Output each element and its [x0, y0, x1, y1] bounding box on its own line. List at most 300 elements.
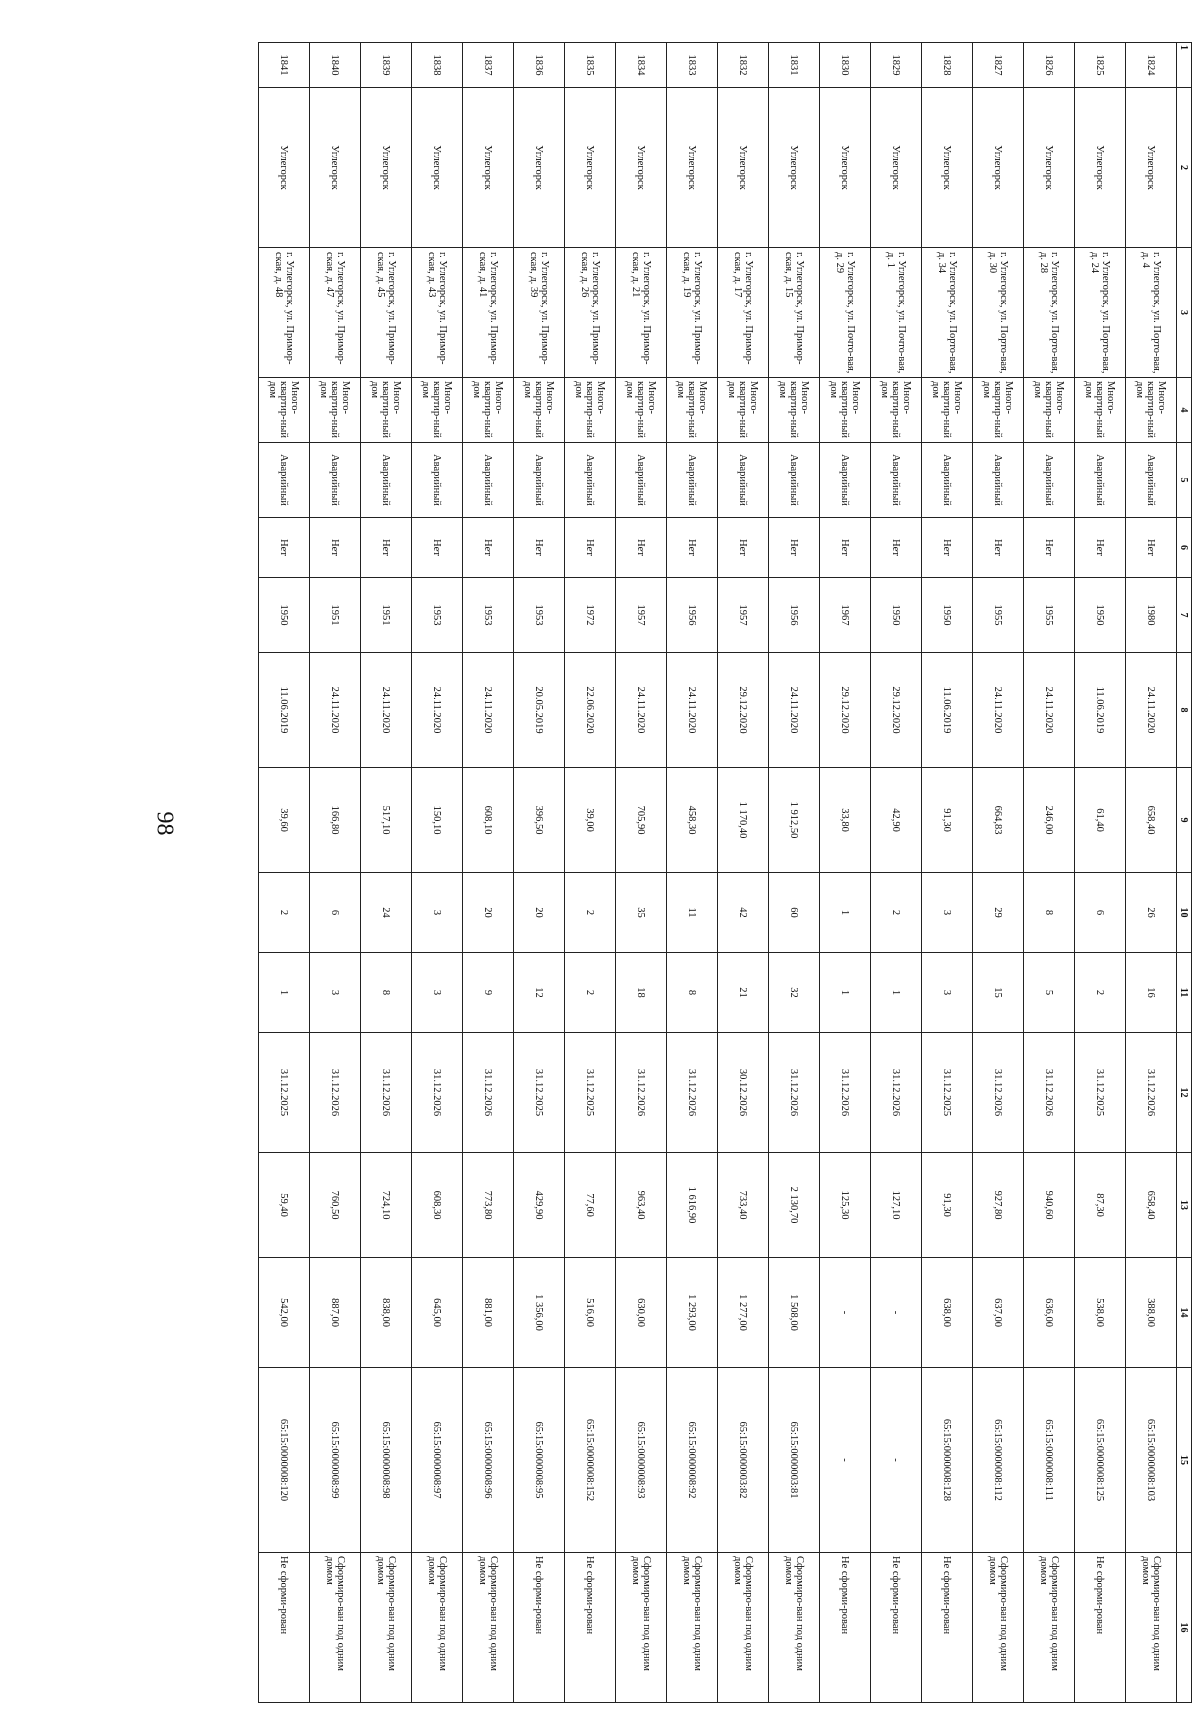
condition-cell: Аварийный	[1024, 443, 1075, 518]
flag-cell: Нет	[1024, 518, 1075, 578]
land-status-cell: Сформиро-ван под одним домом	[616, 1553, 667, 1703]
residents-count-cell: 35	[616, 873, 667, 953]
condition-cell: Аварийный	[667, 443, 718, 518]
land-area-cell: 636,00	[1024, 1258, 1075, 1368]
resettlement-deadline-cell: 31.12.2026	[412, 1033, 463, 1153]
land-area-cell: 538,00	[1075, 1258, 1126, 1368]
settlement-cell: Углегорск	[718, 88, 769, 248]
resettlement-deadline-cell: 31.12.2025	[259, 1033, 310, 1153]
settlement-cell: Углегорск	[463, 88, 514, 248]
building-type-cell: Много-квартир-ный дом	[463, 378, 514, 443]
column-number: 5	[1177, 443, 1192, 518]
land-status-cell: Не сформи-рован	[820, 1553, 871, 1703]
table-row	[361, 43, 412, 1703]
recognition-date-cell: 20.05.2019	[514, 653, 565, 768]
building-type-cell: Много-квартир-ный дом	[871, 378, 922, 443]
year-built-cell: 1950	[871, 578, 922, 653]
resettlement-deadline-cell: 31.12.2026	[1024, 1033, 1075, 1153]
flats-count-cell: 3	[922, 953, 973, 1033]
total-area-cell: 59,40	[259, 1153, 310, 1258]
row-number-cell: 1832	[718, 43, 769, 88]
column-number-row	[1177, 43, 1192, 1703]
residents-count-cell: 2	[259, 873, 310, 953]
flag-cell: Нет	[871, 518, 922, 578]
land-status-cell: Сформиро-ван под одним домом	[310, 1553, 361, 1703]
resettled-area-cell: 1 912,50	[769, 768, 820, 873]
row-number-cell: 1834	[616, 43, 667, 88]
table-row	[1024, 43, 1075, 1703]
column-number: 9	[1177, 768, 1192, 873]
flats-count-cell: 3	[412, 953, 463, 1033]
flats-count-cell: 1	[871, 953, 922, 1033]
row-number-cell: 1840	[310, 43, 361, 88]
residents-count-cell: 3	[922, 873, 973, 953]
condition-cell: Аварийный	[565, 443, 616, 518]
building-type-cell: Много-квартир-ный дом	[973, 378, 1024, 443]
resettled-area-cell: 517,10	[361, 768, 412, 873]
cadastral-number-cell: 65:15:0000008:103	[1126, 1368, 1177, 1553]
land-status-cell: Сформиро-ван под одним домом	[1126, 1553, 1177, 1703]
resettled-area-cell: 658,40	[1126, 768, 1177, 873]
cadastral-number-cell: 65:15:0000008:95	[514, 1368, 565, 1553]
resettlement-deadline-cell: 31.12.2026	[871, 1033, 922, 1153]
flats-count-cell: 15	[973, 953, 1024, 1033]
recognition-date-cell: 11.06.2019	[922, 653, 973, 768]
resettled-area-cell: 42,90	[871, 768, 922, 873]
year-built-cell: 1972	[565, 578, 616, 653]
recognition-date-cell: 24.11.2020	[310, 653, 361, 768]
building-type-cell: Много-квартир-ный дом	[259, 378, 310, 443]
land-area-cell: 637,00	[973, 1258, 1024, 1368]
recognition-date-cell: 24.11.2020	[1024, 653, 1075, 768]
land-status-cell: Сформиро-ван под одним домом	[718, 1553, 769, 1703]
land-status-cell: Сформиро-ван под одним домом	[463, 1553, 514, 1703]
resettlement-deadline-cell: 31.12.2026	[820, 1033, 871, 1153]
total-area-cell: 927,80	[973, 1153, 1024, 1258]
column-number: 13	[1177, 1153, 1192, 1258]
condition-cell: Аварийный	[463, 443, 514, 518]
cadastral-number-cell: 65:15:0000008:128	[922, 1368, 973, 1553]
land-area-cell: 1 356,00	[514, 1258, 565, 1368]
flag-cell: Нет	[667, 518, 718, 578]
flats-count-cell: 5	[1024, 953, 1075, 1033]
building-type-cell: Много-квартир-ный дом	[718, 378, 769, 443]
land-status-cell: Не сформи-рован	[259, 1553, 310, 1703]
flats-count-cell: 18	[616, 953, 667, 1033]
settlement-cell: Углегорск	[871, 88, 922, 248]
table-row	[259, 43, 310, 1703]
table-row	[922, 43, 973, 1703]
settlement-cell: Углегорск	[973, 88, 1024, 248]
resettled-area-cell: 458,30	[667, 768, 718, 873]
recognition-date-cell: 24.11.2020	[973, 653, 1024, 768]
flag-cell: Нет	[1075, 518, 1126, 578]
land-status-cell: Сформиро-ван под одним домом	[769, 1553, 820, 1703]
total-area-cell: 77,60	[565, 1153, 616, 1258]
address-cell: г. Углегорск, ул. Примор-ская, д. 39	[514, 248, 565, 378]
resettled-area-cell: 39,60	[259, 768, 310, 873]
total-area-cell: 608,30	[412, 1153, 463, 1258]
address-cell: г. Углегорск, ул. Примор-ская, д. 19	[667, 248, 718, 378]
recognition-date-cell: 22.06.2020	[565, 653, 616, 768]
row-number-cell: 1824	[1126, 43, 1177, 88]
resettlement-deadline-cell: 31.12.2025	[1075, 1033, 1126, 1153]
total-area-cell: 724,10	[361, 1153, 412, 1258]
condition-cell: Аварийный	[1126, 443, 1177, 518]
row-number-cell: 1831	[769, 43, 820, 88]
recognition-date-cell: 11.06.2019	[259, 653, 310, 768]
flag-cell: Нет	[412, 518, 463, 578]
building-type-cell: Много-квартир-ный дом	[1024, 378, 1075, 443]
address-cell: г. Углегорск, ул. Примор-ская, д. 15	[769, 248, 820, 378]
row-number-cell: 1839	[361, 43, 412, 88]
resettled-area-cell: 246,00	[1024, 768, 1075, 873]
condition-cell: Аварийный	[973, 443, 1024, 518]
land-status-cell: Не сформи-рован	[871, 1553, 922, 1703]
settlement-cell: Углегорск	[820, 88, 871, 248]
flats-count-cell: 32	[769, 953, 820, 1033]
resettlement-deadline-cell: 31.12.2026	[769, 1033, 820, 1153]
residents-count-cell: 6	[310, 873, 361, 953]
land-status-cell: Не сформи-рован	[922, 1553, 973, 1703]
table-row	[1075, 43, 1126, 1703]
residents-count-cell: 20	[463, 873, 514, 953]
table-row	[310, 43, 361, 1703]
recognition-date-cell: 29.12.2020	[871, 653, 922, 768]
column-number: 11	[1177, 953, 1192, 1033]
year-built-cell: 1955	[1024, 578, 1075, 653]
year-built-cell: 1953	[412, 578, 463, 653]
settlement-cell: Углегорск	[514, 88, 565, 248]
cadastral-number-cell: 65:15:0000008:93	[616, 1368, 667, 1553]
row-number-cell: 1826	[1024, 43, 1075, 88]
building-type-cell: Много-квартир-ный дом	[310, 378, 361, 443]
residents-count-cell: 1	[820, 873, 871, 953]
cadastral-number-cell: 65:15:0000003:81	[769, 1368, 820, 1553]
settlement-cell: Углегорск	[259, 88, 310, 248]
settlement-cell: Углегорск	[1126, 88, 1177, 248]
settlement-cell: Углегорск	[667, 88, 718, 248]
land-area-cell: 881,00	[463, 1258, 514, 1368]
row-number-cell: 1835	[565, 43, 616, 88]
table-row	[616, 43, 667, 1703]
cadastral-number-cell: -	[871, 1368, 922, 1553]
residents-count-cell: 29	[973, 873, 1024, 953]
flag-cell: Нет	[463, 518, 514, 578]
total-area-cell: 963,40	[616, 1153, 667, 1258]
cadastral-number-cell: 65:15:0000008:96	[463, 1368, 514, 1553]
land-area-cell: 638,00	[922, 1258, 973, 1368]
building-type-cell: Много-квартир-ный дом	[922, 378, 973, 443]
flats-count-cell: 8	[361, 953, 412, 1033]
land-status-cell: Сформиро-ван под одним домом	[973, 1553, 1024, 1703]
year-built-cell: 1956	[667, 578, 718, 653]
row-number-cell: 1837	[463, 43, 514, 88]
land-status-cell: Не сформи-рован	[514, 1553, 565, 1703]
resettled-area-cell: 608,10	[463, 768, 514, 873]
resettled-area-cell: 1 170,40	[718, 768, 769, 873]
land-area-cell: -	[820, 1258, 871, 1368]
year-built-cell: 1951	[310, 578, 361, 653]
total-area-cell: 2 130,70	[769, 1153, 820, 1258]
year-built-cell: 1950	[259, 578, 310, 653]
recognition-date-cell: 11.06.2019	[1075, 653, 1126, 768]
settlement-cell: Углегорск	[310, 88, 361, 248]
building-type-cell: Много-квартир-ный дом	[565, 378, 616, 443]
year-built-cell: 1956	[769, 578, 820, 653]
row-number-cell: 1841	[259, 43, 310, 88]
column-number: 7	[1177, 578, 1192, 653]
land-status-cell: Не сформи-рован	[565, 1553, 616, 1703]
land-area-cell: 516,00	[565, 1258, 616, 1368]
building-type-cell: Много-квартир-ный дом	[1126, 378, 1177, 443]
resettled-area-cell: 664,83	[973, 768, 1024, 873]
total-area-cell: 1 616,90	[667, 1153, 718, 1258]
flats-count-cell: 8	[667, 953, 718, 1033]
address-cell: г. Углегорск, ул. Примор-ская, д. 26	[565, 248, 616, 378]
year-built-cell: 1953	[514, 578, 565, 653]
address-cell: г. Углегорск, ул. Примор-ская, д. 21	[616, 248, 667, 378]
building-type-cell: Много-квартир-ный дом	[616, 378, 667, 443]
address-cell: г. Углегорск, ул. Почто-вая, д. 1	[871, 248, 922, 378]
address-cell: г. Углегорск, ул. Примор-ская, д. 45	[361, 248, 412, 378]
land-area-cell: 1 508,00	[769, 1258, 820, 1368]
address-cell: г. Углегорск, ул. Примор-ская, д. 17	[718, 248, 769, 378]
cadastral-number-cell: 65:15:0000008:125	[1075, 1368, 1126, 1553]
recognition-date-cell: 24.11.2020	[769, 653, 820, 768]
flag-cell: Нет	[820, 518, 871, 578]
table-row	[667, 43, 718, 1703]
table-row	[463, 43, 514, 1703]
condition-cell: Аварийный	[718, 443, 769, 518]
column-number: 6	[1177, 518, 1192, 578]
resettlement-deadline-cell: 31.12.2026	[667, 1033, 718, 1153]
total-area-cell: 658,40	[1126, 1153, 1177, 1258]
total-area-cell: 127,10	[871, 1153, 922, 1258]
settlement-cell: Углегорск	[616, 88, 667, 248]
residents-count-cell: 20	[514, 873, 565, 953]
column-number: 12	[1177, 1033, 1192, 1153]
total-area-cell: 91,30	[922, 1153, 973, 1258]
column-number: 3	[1177, 248, 1192, 378]
total-area-cell: 773,80	[463, 1153, 514, 1258]
resettled-area-cell: 166,80	[310, 768, 361, 873]
building-type-cell: Много-квартир-ный дом	[667, 378, 718, 443]
land-status-cell: Не сформи-рован	[1075, 1553, 1126, 1703]
table-row	[1126, 43, 1177, 1703]
row-number-cell: 1833	[667, 43, 718, 88]
flag-cell: Нет	[769, 518, 820, 578]
table-row	[820, 43, 871, 1703]
flag-cell: Нет	[718, 518, 769, 578]
cadastral-number-cell: 65:15:0000008:92	[667, 1368, 718, 1553]
row-number-cell: 1836	[514, 43, 565, 88]
residents-count-cell: 11	[667, 873, 718, 953]
flag-cell: Нет	[973, 518, 1024, 578]
residents-count-cell: 60	[769, 873, 820, 953]
residents-count-cell: 2	[565, 873, 616, 953]
flag-cell: Нет	[259, 518, 310, 578]
building-type-cell: Много-квартир-ный дом	[1075, 378, 1126, 443]
total-area-cell: 125,30	[820, 1153, 871, 1258]
total-area-cell: 87,30	[1075, 1153, 1126, 1258]
column-number: 14	[1177, 1258, 1192, 1368]
flag-cell: Нет	[616, 518, 667, 578]
residents-count-cell: 24	[361, 873, 412, 953]
residents-count-cell: 26	[1126, 873, 1177, 953]
row-number-cell: 1827	[973, 43, 1024, 88]
condition-cell: Аварийный	[1075, 443, 1126, 518]
building-type-cell: Много-квартир-ный дом	[769, 378, 820, 443]
settlement-cell: Углегорск	[1075, 88, 1126, 248]
building-type-cell: Много-квартир-ный дом	[514, 378, 565, 443]
address-cell: г. Углегорск, ул. Порто-вая, д. 24	[1075, 248, 1126, 378]
land-area-cell: 542,00	[259, 1258, 310, 1368]
column-number: 10	[1177, 873, 1192, 953]
table-row	[565, 43, 616, 1703]
year-built-cell: 1957	[718, 578, 769, 653]
condition-cell: Аварийный	[412, 443, 463, 518]
settlement-cell: Углегорск	[361, 88, 412, 248]
resettled-area-cell: 91,30	[922, 768, 973, 873]
building-type-cell: Много-квартир-ный дом	[412, 378, 463, 443]
address-cell: г. Углегорск, ул. Почто-вая, д. 29	[820, 248, 871, 378]
condition-cell: Аварийный	[871, 443, 922, 518]
settlement-cell: Углегорск	[412, 88, 463, 248]
residents-count-cell: 42	[718, 873, 769, 953]
column-number: 15	[1177, 1368, 1192, 1553]
year-built-cell: 1950	[922, 578, 973, 653]
year-built-cell: 1951	[361, 578, 412, 653]
address-cell: г. Углегорск, ул. Порто-вая, д. 30	[973, 248, 1024, 378]
cadastral-number-cell: 65:15:0000008:112	[973, 1368, 1024, 1553]
flats-count-cell: 2	[565, 953, 616, 1033]
building-type-cell: Много-квартир-ный дом	[820, 378, 871, 443]
condition-cell: Аварийный	[259, 443, 310, 518]
row-number-cell: 1825	[1075, 43, 1126, 88]
settlement-cell: Углегорск	[769, 88, 820, 248]
flag-cell: Нет	[922, 518, 973, 578]
land-area-cell: 630,00	[616, 1258, 667, 1368]
resettlement-deadline-cell: 31.12.2025	[565, 1033, 616, 1153]
residents-count-cell: 6	[1075, 873, 1126, 953]
recognition-date-cell: 29.12.2020	[718, 653, 769, 768]
recognition-date-cell: 24.11.2020	[361, 653, 412, 768]
flag-cell: Нет	[361, 518, 412, 578]
condition-cell: Аварийный	[769, 443, 820, 518]
land-area-cell: 887,00	[310, 1258, 361, 1368]
housing-registry-table	[258, 42, 1192, 1703]
cadastral-number-cell: 65:15:0000008:120	[259, 1368, 310, 1553]
condition-cell: Аварийный	[922, 443, 973, 518]
total-area-cell: 760,50	[310, 1153, 361, 1258]
table-row	[514, 43, 565, 1703]
year-built-cell: 1967	[820, 578, 871, 653]
row-number-cell: 1830	[820, 43, 871, 88]
condition-cell: Аварийный	[514, 443, 565, 518]
address-cell: г. Углегорск, ул. Примор-ская, д. 43	[412, 248, 463, 378]
cadastral-number-cell: 65:15:0000008:111	[1024, 1368, 1075, 1553]
table-row	[718, 43, 769, 1703]
condition-cell: Аварийный	[616, 443, 667, 518]
building-type-cell: Много-квартир-ный дом	[361, 378, 412, 443]
land-area-cell: 1 293,00	[667, 1258, 718, 1368]
land-status-cell: Сформиро-ван под одним домом	[412, 1553, 463, 1703]
column-number: 16	[1177, 1553, 1192, 1703]
flats-count-cell: 3	[310, 953, 361, 1033]
settlement-cell: Углегорск	[565, 88, 616, 248]
resettlement-deadline-cell: 31.12.2026	[1126, 1033, 1177, 1153]
land-area-cell: 838,00	[361, 1258, 412, 1368]
land-status-cell: Сформиро-ван под одним домом	[667, 1553, 718, 1703]
settlement-cell: Углегорск	[922, 88, 973, 248]
cadastral-number-cell: 65:15:0000008:99	[310, 1368, 361, 1553]
table-row	[412, 43, 463, 1703]
cadastral-number-cell: 65:15:0000008:152	[565, 1368, 616, 1553]
land-status-cell: Сформиро-ван под одним домом	[1024, 1553, 1075, 1703]
land-area-cell: -	[871, 1258, 922, 1368]
rotated-table-container	[182, 42, 1192, 1702]
address-cell: г. Углегорск, ул. Примор-ская, д. 48	[259, 248, 310, 378]
flag-cell: Нет	[1126, 518, 1177, 578]
address-cell: г. Углегорск, ул. Порто-вая, д. 4	[1126, 248, 1177, 378]
cadastral-number-cell: 65:15:0000008:97	[412, 1368, 463, 1553]
condition-cell: Аварийный	[820, 443, 871, 518]
flats-count-cell: 9	[463, 953, 514, 1033]
flag-cell: Нет	[514, 518, 565, 578]
condition-cell: Аварийный	[361, 443, 412, 518]
recognition-date-cell: 24.11.2020	[412, 653, 463, 768]
resettled-area-cell: 39,00	[565, 768, 616, 873]
land-area-cell: 645,00	[412, 1258, 463, 1368]
page-number: 98	[151, 811, 178, 836]
table-row	[871, 43, 922, 1703]
column-number: 4	[1177, 378, 1192, 443]
resettlement-deadline-cell: 31.12.2026	[973, 1033, 1024, 1153]
address-cell: г. Углегорск, ул. Порто-вая, д. 28	[1024, 248, 1075, 378]
column-number: 8	[1177, 653, 1192, 768]
residents-count-cell: 8	[1024, 873, 1075, 953]
flag-cell: Нет	[310, 518, 361, 578]
total-area-cell: 940,60	[1024, 1153, 1075, 1258]
total-area-cell: 429,90	[514, 1153, 565, 1258]
recognition-date-cell: 29.12.2020	[820, 653, 871, 768]
cadastral-number-cell: 65:15:0000008:98	[361, 1368, 412, 1553]
recognition-date-cell: 24.11.2020	[463, 653, 514, 768]
column-number: 2	[1177, 88, 1192, 248]
year-built-cell: 1980	[1126, 578, 1177, 653]
resettled-area-cell: 33,80	[820, 768, 871, 873]
total-area-cell: 733,40	[718, 1153, 769, 1258]
year-built-cell: 1957	[616, 578, 667, 653]
table-row	[973, 43, 1024, 1703]
table-body	[259, 43, 1192, 1703]
resettlement-deadline-cell: 31.12.2025	[922, 1033, 973, 1153]
flats-count-cell: 12	[514, 953, 565, 1033]
resettled-area-cell: 705,90	[616, 768, 667, 873]
recognition-date-cell: 24.11.2020	[1126, 653, 1177, 768]
flats-count-cell: 2	[1075, 953, 1126, 1033]
resettlement-deadline-cell: 31.12.2026	[310, 1033, 361, 1153]
residents-count-cell: 3	[412, 873, 463, 953]
flats-count-cell: 21	[718, 953, 769, 1033]
address-cell: г. Углегорск, ул. Порто-вая, д. 34	[922, 248, 973, 378]
resettled-area-cell: 61,40	[1075, 768, 1126, 873]
land-status-cell: Сформиро-ван под одним домом	[361, 1553, 412, 1703]
resettlement-deadline-cell: 30.12.2026	[718, 1033, 769, 1153]
address-cell: г. Углегорск, ул. Примор-ская, д. 47	[310, 248, 361, 378]
year-built-cell: 1953	[463, 578, 514, 653]
